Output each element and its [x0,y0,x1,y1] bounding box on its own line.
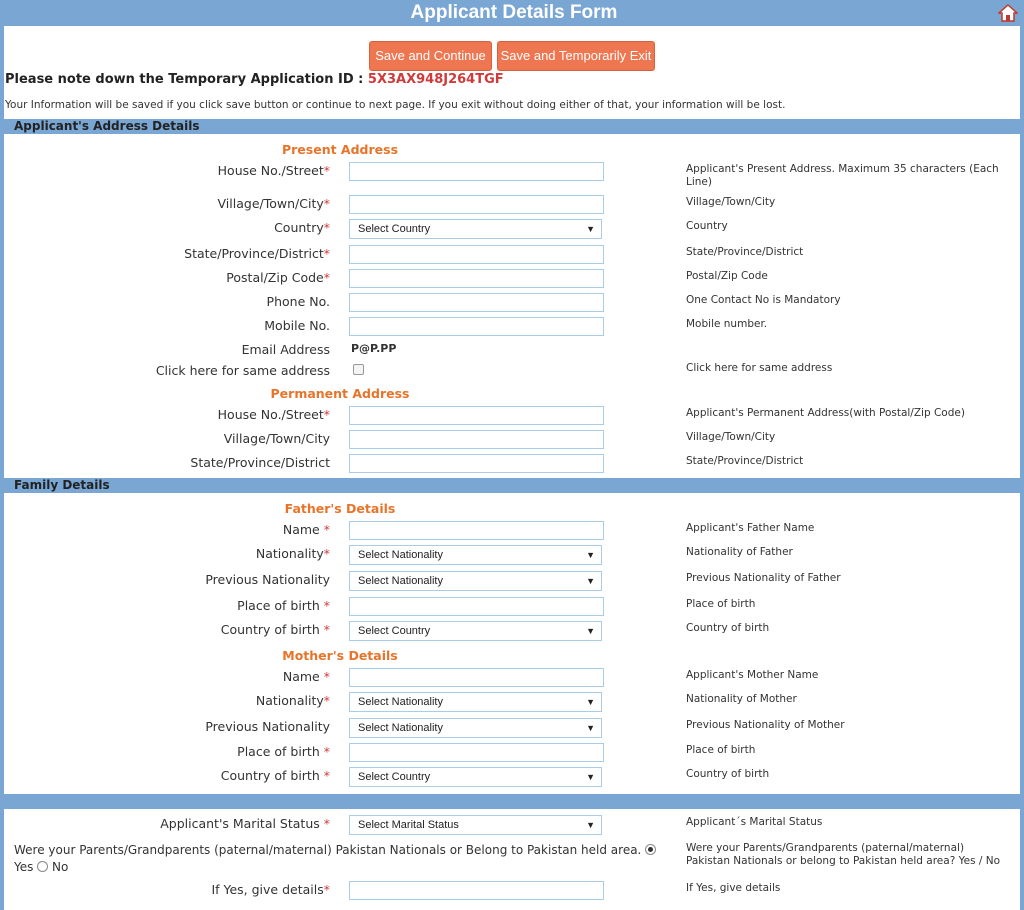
title-bar [0,0,1024,26]
mother-nationality-hint: Nationality of Mother [686,693,797,705]
permanent-village-label: Village/Town/City [223,431,330,446]
parents-options [14,860,68,874]
present-country-label: Country* [274,220,330,235]
parents-question: Were your Parents/Grandparents (paternal/maternal) Pakistan Nationals or Belong to Pakistan held area. [14,843,656,857]
mother-nationality-label: Nationality* [255,693,330,708]
mother-cob-label: Country of birth * [220,768,330,783]
same-address-checkbox[interactable] [353,364,364,375]
present-village-hint: Village/Town/City [686,196,776,208]
present-country-select[interactable]: Select Country ▼ [349,219,602,239]
permanent-house-hint: Applicant's Permanent Address(with Postal/Zip Code) [686,407,965,419]
father-pob-input[interactable] [349,597,604,616]
mother-name-hint: Applicant's Mother Name [686,669,819,681]
permanent-house-input[interactable] [349,406,604,425]
father-prev-nationality-select[interactable]: Select Nationality ▼ [349,571,602,591]
temp-id-value: 5X3AX948J264TGF [367,72,504,87]
father-name-input[interactable] [349,521,604,540]
parents-no-radio[interactable] [37,861,48,872]
father-cob-hint: Country of birth [686,622,770,634]
present-country-hint: Country [686,220,728,232]
mother-pob-label: Place of birth * [237,744,330,759]
mother-nationality-select[interactable]: Select Nationality ▼ [349,692,602,712]
parents-hint: Were your Parents/Grandparents (paternal/maternal) Pakistan Nationals or belong to Pakistan held area? Yes / No [686,842,1001,867]
father-cob-label: Country of birth * [220,622,330,637]
section-address: Applicant's Address Details [4,119,1020,134]
section-family: Family Details [4,478,1020,493]
present-postal-label: Postal/Zip Code* [226,270,330,285]
permanent-house-label: House No./Street* [217,407,330,422]
father-nationality-select[interactable]: Select Nationality ▼ [349,545,602,565]
dropdown-arrow-icon: ▼ [586,820,595,830]
marital-status-select[interactable]: Select Marital Status ▼ [349,815,602,835]
dropdown-arrow-icon: ▼ [586,626,595,636]
mother-pob-hint: Place of birth [686,744,756,756]
mother-name-label: Name * [282,669,330,684]
permanent-village-input[interactable] [349,430,604,449]
same-address-label: Click here for same address [155,363,330,378]
marital-status-hint: Applicant´s Marital Status [686,816,823,828]
same-address-hint: Click here for same address [686,362,833,374]
present-phone-label: Phone No. [266,294,330,309]
father-prev-nationality-label: Previous Nationality [205,572,330,587]
parents-yes-label: Yes [14,860,34,874]
save-exit-button[interactable]: Save and Temporarily Exit [497,41,655,71]
present-address-heading: Present Address [281,142,399,157]
mother-cob-select[interactable]: Select Country ▼ [349,767,602,787]
parents-yes-radio[interactable] [645,844,656,855]
mother-details-heading: Mother's Details [282,648,398,663]
present-phone-input[interactable] [349,293,604,312]
mother-cob-hint: Country of birth [686,768,770,780]
father-pob-label: Place of birth * [237,598,330,613]
present-house-hint: Applicant's Present Address. Maximum 35 characters (Each Line) [686,163,999,188]
mother-name-input[interactable] [349,668,604,687]
permanent-state-input[interactable] [349,454,604,473]
father-name-hint: Applicant's Father Name [686,522,815,534]
present-state-input[interactable] [349,245,604,264]
permanent-state-hint: State/Province/District [686,455,804,467]
present-state-label: State/Province/District* [184,246,330,261]
father-name-label: Name * [282,522,330,537]
dropdown-arrow-icon: ▼ [586,697,595,707]
dropdown-arrow-icon: ▼ [586,224,595,234]
present-phone-hint: One Contact No is Mandatory [686,294,841,306]
dropdown-arrow-icon: ▼ [586,723,595,733]
page-title: Applicant Details Form [410,2,618,23]
mother-prev-nationality-hint: Previous Nationality of Mother [686,719,845,731]
present-postal-input[interactable] [349,269,604,288]
present-postal-hint: Postal/Zip Code [686,270,768,282]
father-prev-nationality-hint: Previous Nationality of Father [686,572,841,584]
present-house-label: House No./Street* [217,163,330,178]
temp-id-line [5,72,504,87]
father-pob-hint: Place of birth [686,598,756,610]
present-mobile-label: Mobile No. [264,318,330,333]
present-state-hint: State/Province/District [686,246,804,258]
temp-id-label: Please note down the Temporary Application ID : [5,72,368,87]
save-continue-button[interactable]: Save and Continue [369,41,492,71]
save-notice: Your Information will be saved if you click save button or continue to next page. If you exit without doing either of that, your information will be lost. [5,99,786,111]
present-house-input[interactable] [349,162,604,181]
permanent-address-heading: Permanent Address [270,386,410,401]
mother-prev-nationality-select[interactable]: Select Nationality ▼ [349,718,602,738]
dropdown-arrow-icon: ▼ [586,772,595,782]
home-icon[interactable] [998,3,1018,23]
father-nationality-hint: Nationality of Father [686,546,793,558]
father-cob-select[interactable]: Select Country ▼ [349,621,602,641]
present-village-label: Village/Town/City* [217,196,330,211]
parents-no-label: No [52,860,69,874]
dropdown-arrow-icon: ▼ [586,576,595,586]
mother-pob-input[interactable] [349,743,604,762]
email-label: Email Address [241,342,330,357]
present-mobile-hint: Mobile number. [686,318,768,330]
dropdown-arrow-icon: ▼ [586,550,595,560]
details-label: If Yes, give details* [211,882,330,897]
marital-status-label: Applicant's Marital Status * [160,816,330,831]
email-value: P@P.PP [351,342,397,355]
father-details-heading: Father's Details [284,501,396,516]
father-nationality-label: Nationality* [255,546,330,561]
present-mobile-input[interactable] [349,317,604,336]
details-input[interactable] [349,881,604,900]
permanent-village-hint: Village/Town/City [686,431,776,443]
permanent-state-label: State/Province/District [190,455,330,470]
details-hint: If Yes, give details [686,882,781,894]
mother-prev-nationality-label: Previous Nationality [205,719,330,734]
present-village-input[interactable] [349,195,604,214]
section-divider [4,794,1020,809]
